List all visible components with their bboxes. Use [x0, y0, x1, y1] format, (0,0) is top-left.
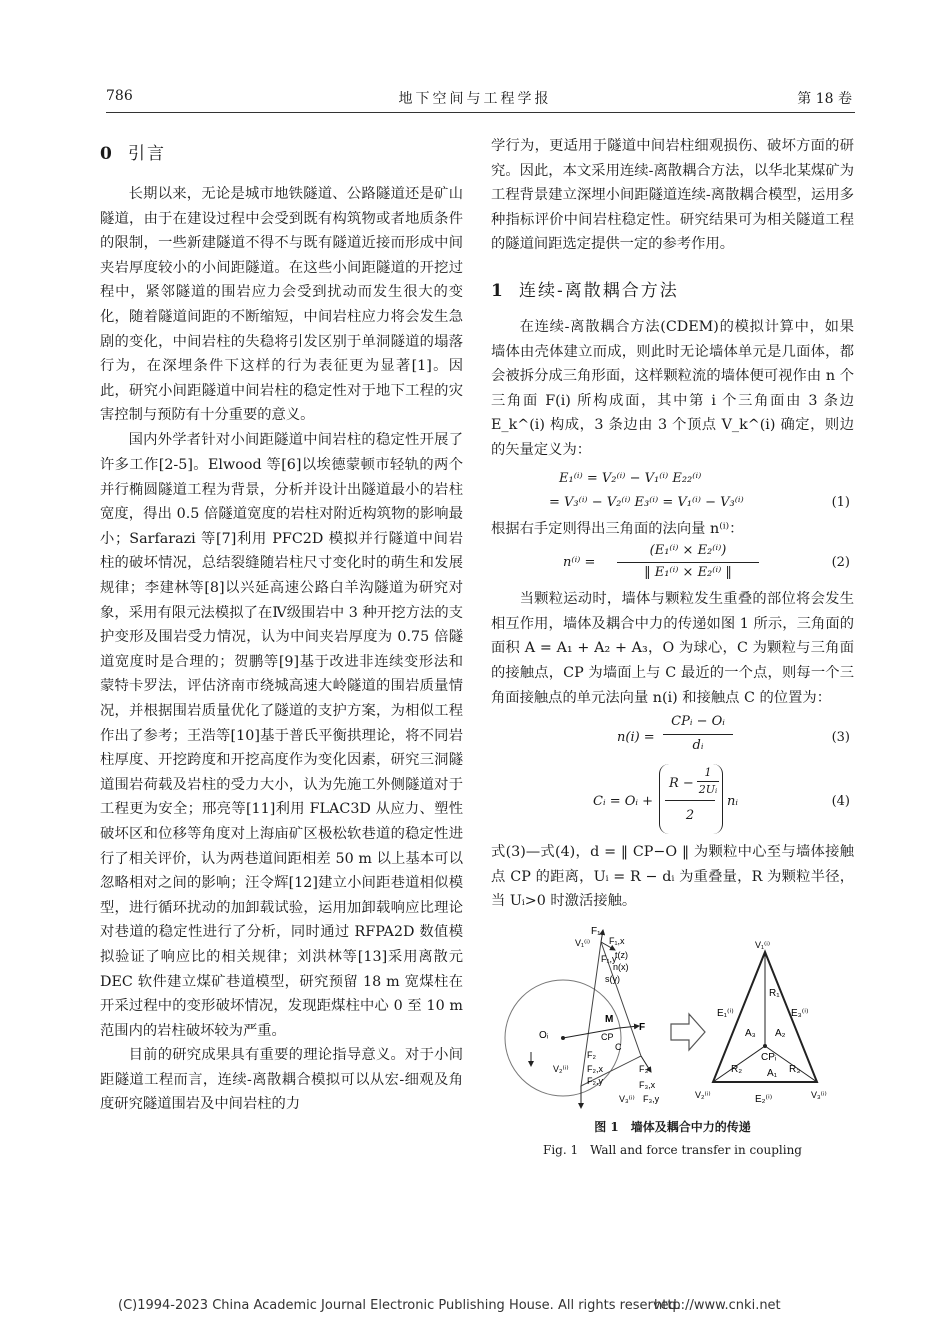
label-v2: V₂⁽ⁱ⁾: [553, 1063, 569, 1074]
figure-caption-cn: 图 1 墙体及耦合中力的传递: [594, 1119, 751, 1134]
label-r3: R₃: [789, 1063, 801, 1075]
intro-paragraph-2: 国内外学者针对小间距隧道中间岩柱的稳定性开展了许多工作[2-5]。Elwood 等[6]以埃德蒙顿市轻轨的两个并行椭圆隧道工程为背景，分析并设计出隧道最小的岩柱宽度，得出 0.5 倍隧道宽度的岩柱对附近构筑物的影响最小；Sarfarazi 等[7]利用 PFC2D 模拟并行隧道中间岩柱的破坏情况，总结裂缝随岩柱尺寸变化时的萌生和发展规律；李建林等[8]以兴延高速公路白羊沟隧道为研究对象，采用有限元法模拟了在Ⅳ级围岩中 3 种开挖方法的支护变形及围岩受力情况，认为中间夹岩厚度为 0.75 倍隧道宽度时是合理的；贺鹏等[9]基于改进非连续变形法和蒙特卡罗法，评估济南市绕城高速大岭隧道的围岩质量情况，并根据围岩质量优化了隧道的支护方案，为相似工程作出了参考；王浩等[10]基于普氏平衡拱理论，将不同岩柱厚度、开挖跨度和开挖高度作为变化因素，研究三洞隧道围岩荷载及岩柱的受力大小，认为先施工外侧隧道对于工程更为安全；邢亮等[11]利用 FLAC3D 从应力、塑性破坏区和位移等角度对上海庙矿区极松软巷道的稳定性进行了相关评价，认为两巷道间距相差 50 m 以上基本可以忽略相对之间的影响；汪令辉[12]建立小间距巷道相似模型，进行循环扰动的加卸载试验，运用加卸载响应比理论对巷道的稳定性进行了分析，同时通过 RFPA2D 数值模拟验证了响应比的相关规律；刘洪林等[13]采用离散元 DEC 软件建立煤矿巷道模型，研究预留 18 m 宽煤柱在开采过程中的变形破坏情况，发现距煤柱中心 0 至 10 m 范围内的岩柱破坏较为严重。: [100, 432, 463, 1039]
label-rv2: V₂⁽ⁱ⁾: [695, 1089, 711, 1100]
left-column: [100, 134, 463, 1117]
label-m: M: [605, 1013, 614, 1025]
label-e3: E₃⁽ⁱ⁾: [791, 1007, 809, 1019]
label-a3: A₃: [745, 1027, 756, 1039]
label-a2: A₂: [775, 1027, 786, 1039]
right-column: [491, 134, 854, 1158]
method-paragraph-3: 当颗粒运动时，墙体与颗粒发生重叠的部位将会发生相互作用，墙体及耦合中力的传递如图 1 所示，三角面的面积 A = A₁ + A₂ + A₃，O 为球心，C 为颗粒与三角面的接触点，CP 为墙面上与 C 最近的一个点，则每一个三角面接触点的单元法向量 n(i) 和接触点 C 的位置为：: [491, 591, 854, 706]
label-a1: A₁: [767, 1067, 778, 1079]
figure-caption-en: Fig. 1 Wall and force transfer in coupling: [543, 1142, 802, 1157]
intro-paragraph-continued: 学行为，更适用于隧道中间岩柱细观损伤、破坏方面的研究。因此，本文采用连续-离散耦合方法，以华北某煤矿为工程背景建立深埋小间距隧道连续-离散耦合模型，运用多种指标评价中间岩柱稳定性。研究结果可为相关隧道工程的隧道间距选定提供一定的参考作用。: [491, 138, 854, 253]
label-f3x: F₃,x: [639, 1079, 656, 1090]
figure-1: [491, 922, 854, 1118]
intro-paragraph-3: 目前的研究成果具有重要的理论指导意义。对于小间距隧道工程而言，连续-离散耦合模拟可以从宏-细观及角度研究隧道围岩及中间岩柱的力: [100, 1047, 463, 1113]
equation-4: Cᵢ = Oᵢ + R − 1 2Uᵢ 2 nᵢ (4): [491, 764, 854, 840]
label-f3: F₃: [639, 1063, 649, 1074]
label-o: Oᵢ: [539, 1029, 549, 1041]
equation-2: n⁽ⁱ⁾ = (E₁⁽ⁱ⁾ × E₂⁽ⁱ⁾) ‖ E₁⁽ⁱ⁾ × E₂⁽ⁱ⁾ ‖ (2): [563, 543, 850, 581]
label-f2: F₂: [587, 1049, 596, 1060]
label-f1: F₁: [591, 925, 601, 937]
label-rv3: V₃⁽ⁱ⁾: [811, 1089, 827, 1100]
label-e1: E₁⁽ⁱ⁾: [717, 1007, 734, 1019]
label-r1: R₁: [769, 987, 780, 999]
page-number: 786: [106, 88, 133, 104]
label-cpi: CPᵢ: [761, 1051, 777, 1063]
label-c: C: [615, 1041, 622, 1052]
journal-title: 地下空间与工程学报: [398, 91, 552, 107]
copyright-footer: (C)1994-2023 China Academic Journal Electronic Publishing House. All rights reserved. http://www.cnki.net: [118, 1298, 781, 1313]
equation-1: E₁⁽ⁱ⁾ = V₂⁽ⁱ⁾ − V₁⁽ⁱ⁾ E₂₂⁽ⁱ⁾ = V₃⁽ⁱ⁾ − V₂⁽ⁱ⁾ E₃⁽ⁱ⁾ = V₁⁽ⁱ⁾ − V₃⁽ⁱ⁾ (1): [549, 470, 850, 510]
label-nx: n(x): [613, 961, 629, 972]
label-rv1: V₁⁽ⁱ⁾: [755, 939, 771, 950]
method-paragraph-2: 根据右手定则得出三角面的法向量 n⁽ⁱ⁾：: [491, 520, 744, 537]
intro-paragraph-1: 长期以来，无论是城市地铁隧道、公路隧道还是矿山隧道，由于在建设过程中会受到既有构筑物或者地质条件的限制，一些新建隧道不得不与既有隧道近接而形成中间夹岩厚度较小的小间距隧道。在这些小间距隧道的开挖过程中，紧邻隧道的围岩应力会受到扰动而发生很大的变化，随着隧道间距的不断缩短，中间岩柱应力将会发生急剧的变化，中间岩柱的失稳将引发区别于单洞隧道的塌落行为，在深埋条件下这样的行为表征更为显著[1]。因此，研究小间距隧道中间岩柱的稳定性对于地下工程的灾害控制与预防有十分重要的意义。: [100, 186, 463, 424]
equation-3: n(i) = CPᵢ − Oᵢ dᵢ (3): [617, 714, 850, 754]
label-sy: s(y): [605, 973, 620, 984]
label-f2y: F₂,y: [587, 1075, 603, 1086]
header-rule: [106, 112, 855, 113]
label-v3: V₃⁽ⁱ⁾: [619, 1093, 635, 1104]
method-paragraph-4: 式(3)—式(4)，d = ‖ CP−O ‖ 为颗粒中心至与墙体接触点 CP 的距离，Uᵢ = R − dᵢ 为重叠量，R 为颗粒半径，当 Uᵢ>0 时激活接触。: [491, 844, 854, 910]
label-f1x: F₁,x: [609, 935, 625, 946]
label-v1: V₁⁽ⁱ⁾: [575, 937, 591, 948]
section-heading-cdem: 1 连续-离散耦合方法: [491, 280, 679, 301]
label-r2: R₂: [731, 1063, 743, 1075]
label-e2: E₂⁽ⁱ⁾: [755, 1093, 773, 1105]
method-paragraph-1: 在连续-离散耦合方法(CDEM)的模拟计算中，如果墙体由壳体建立而成，则此时无论墙体单元是几面体，都会被拆分成三角形面，这样颗粒流的墙体便可视作由 n 个三角面 F(i) 所构成面，其中第 i 个三角面由 3 条边 E_k^(i) 构成，3 条边由 3 个顶点 V_k^(i) 确定，则边的矢量定义为：: [491, 318, 854, 458]
label-f: F: [639, 1021, 646, 1033]
label-tz: t(z): [615, 949, 628, 960]
label-f2x: F₂,x: [587, 1063, 603, 1074]
label-f1y: F₁,y: [601, 953, 617, 964]
section-heading-intro: 0 引言: [100, 144, 166, 164]
label-cp: CP: [601, 1031, 614, 1042]
transfer-arrow-icon: [671, 1014, 705, 1050]
volume-label: 第 18 卷: [797, 91, 852, 107]
label-f3y: F₃,y: [643, 1093, 660, 1104]
